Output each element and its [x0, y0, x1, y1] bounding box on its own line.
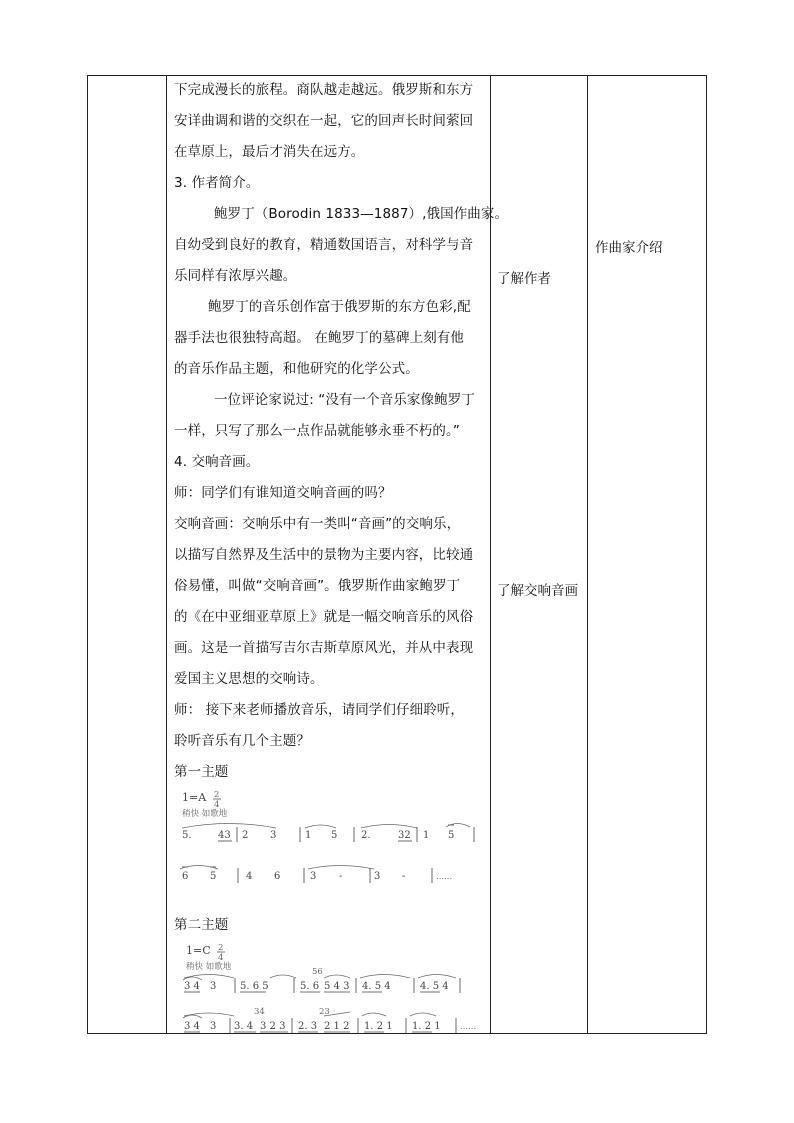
score-time-top: 2	[218, 944, 224, 953]
column-divider	[587, 76, 588, 1033]
note: 5 4 3	[324, 981, 350, 992]
teaching-content-cell	[174, 78, 509, 1044]
score-key: 1=C	[186, 944, 211, 957]
note: 6	[182, 871, 189, 882]
note: ......	[436, 872, 453, 882]
content-line: 画。这是一首描写吉尔吉斯草原风光，并从中表现	[174, 640, 474, 656]
theme1-label: 第一主题	[174, 764, 229, 780]
content-line: 聆听音乐有几个主题？	[174, 733, 310, 749]
note: -	[339, 871, 343, 882]
content-line: 师：同学们有谁知道交响音画的吗？	[174, 485, 392, 501]
note: 5. 6 5	[240, 981, 269, 992]
note: 5	[331, 830, 338, 841]
note: 5	[448, 830, 455, 841]
note: 3. 4	[234, 1021, 254, 1032]
design-intent: 作曲家介绍	[595, 240, 663, 256]
content-line: 在草原上，最后才消失在远方。	[174, 144, 365, 160]
note: 2. 3	[298, 1021, 318, 1032]
content-line: 3. 作者简介。	[174, 175, 260, 191]
purpose-symphonic-picture: 了解交响音画	[497, 583, 578, 599]
content-line: 一样，只写了那么一点作品就能够永垂不朽的。”	[174, 423, 460, 439]
theme1-score	[174, 791, 492, 901]
note: 3 4	[184, 1021, 200, 1032]
content-line: 安详曲调和谐的交织在一起，它的回声长时间萦回	[174, 113, 474, 129]
note: 1. 2 1	[412, 1021, 441, 1032]
content-line: 的音乐作品主题，和他研究的化学公式。	[174, 361, 419, 377]
content-line: 师： 接下来老师播放音乐，请同学们仔细聆听，	[174, 702, 464, 718]
note: 5	[210, 871, 217, 882]
score-row-2	[183, 1007, 476, 1033]
note: 6	[274, 871, 281, 882]
score-time-top: 2	[214, 791, 220, 800]
note: 1. 2 1	[364, 1021, 393, 1032]
note: 4. 5 4	[420, 981, 449, 992]
score-tempo: 稍快 如歌地	[186, 962, 232, 972]
note: 4. 5 4	[362, 981, 391, 992]
note: 1	[305, 830, 312, 841]
content-line: 以描写自然界及生活中的景物为主要内容，比较通	[174, 547, 474, 563]
content-line: 鲍罗丁的音乐创作富于俄罗斯的东方色彩,配	[208, 299, 471, 315]
note: 2.	[361, 830, 371, 841]
content-line: 器手法也很独特高超。 在鲍罗丁的墓碑上刻有他	[174, 330, 464, 346]
grace-note: 34	[254, 1007, 265, 1017]
note: 3	[270, 830, 277, 841]
note: 1	[423, 830, 430, 841]
column-divider	[166, 76, 167, 1033]
lesson-table	[87, 75, 707, 1034]
score-time-bottom: 4	[218, 953, 224, 963]
grace-note: 23	[319, 1007, 330, 1017]
note: 3	[374, 871, 381, 882]
note: 3	[210, 1021, 217, 1032]
note: 5. 6	[300, 981, 320, 992]
purpose-author: 了解作者	[497, 271, 551, 287]
score-key: 1=A	[182, 791, 207, 804]
theme2-label: 第二主题	[174, 917, 229, 933]
content-line: 交响音画：交响乐中有一类叫“音画”的交响乐，	[174, 516, 461, 532]
note: 5.	[182, 830, 192, 841]
score-tempo: 稍快 如歌地	[182, 809, 228, 819]
note: 3 2 3	[260, 1021, 286, 1032]
theme2-score	[174, 944, 492, 1044]
note: ......	[460, 1022, 477, 1032]
note: 3	[210, 981, 217, 992]
content-line: 俗易懂，叫做“交响音画”。俄罗斯作曲家鲍罗丁	[174, 578, 461, 594]
content-line: 乐同样有浓厚兴趣。	[174, 268, 297, 284]
content-line: 自幼受到良好的教育，精通数国语言，对科学与音	[174, 237, 474, 253]
content-line: 爱国主义思想的交响诗。	[174, 671, 324, 687]
score-row-2	[180, 866, 452, 884]
grace-note: 56	[312, 967, 323, 977]
note: 2 1 2	[324, 1021, 350, 1032]
content-line: 一位评论家说过: “没有一个音乐家像鲍罗丁	[214, 392, 475, 408]
note: 3 4	[184, 981, 200, 992]
note: 4	[246, 871, 253, 882]
note: 43	[218, 830, 231, 841]
content-line: 下完成漫长的旅程。商队越走越远。俄罗斯和东方	[174, 82, 474, 98]
content-line: 4. 交响音画。	[174, 454, 260, 470]
note: 2	[242, 830, 249, 841]
note: 3	[310, 871, 317, 882]
score-row-1	[182, 824, 474, 843]
content-line: 鲍罗丁（Borodin 1833—1887）,俄国作曲家。	[214, 206, 509, 222]
note: -	[402, 871, 406, 882]
score-time-bottom: 4	[214, 800, 220, 810]
note: 32	[398, 830, 411, 841]
content-line: 的《在中亚细亚草原上》就是一幅交响音乐的风俗	[174, 609, 474, 625]
